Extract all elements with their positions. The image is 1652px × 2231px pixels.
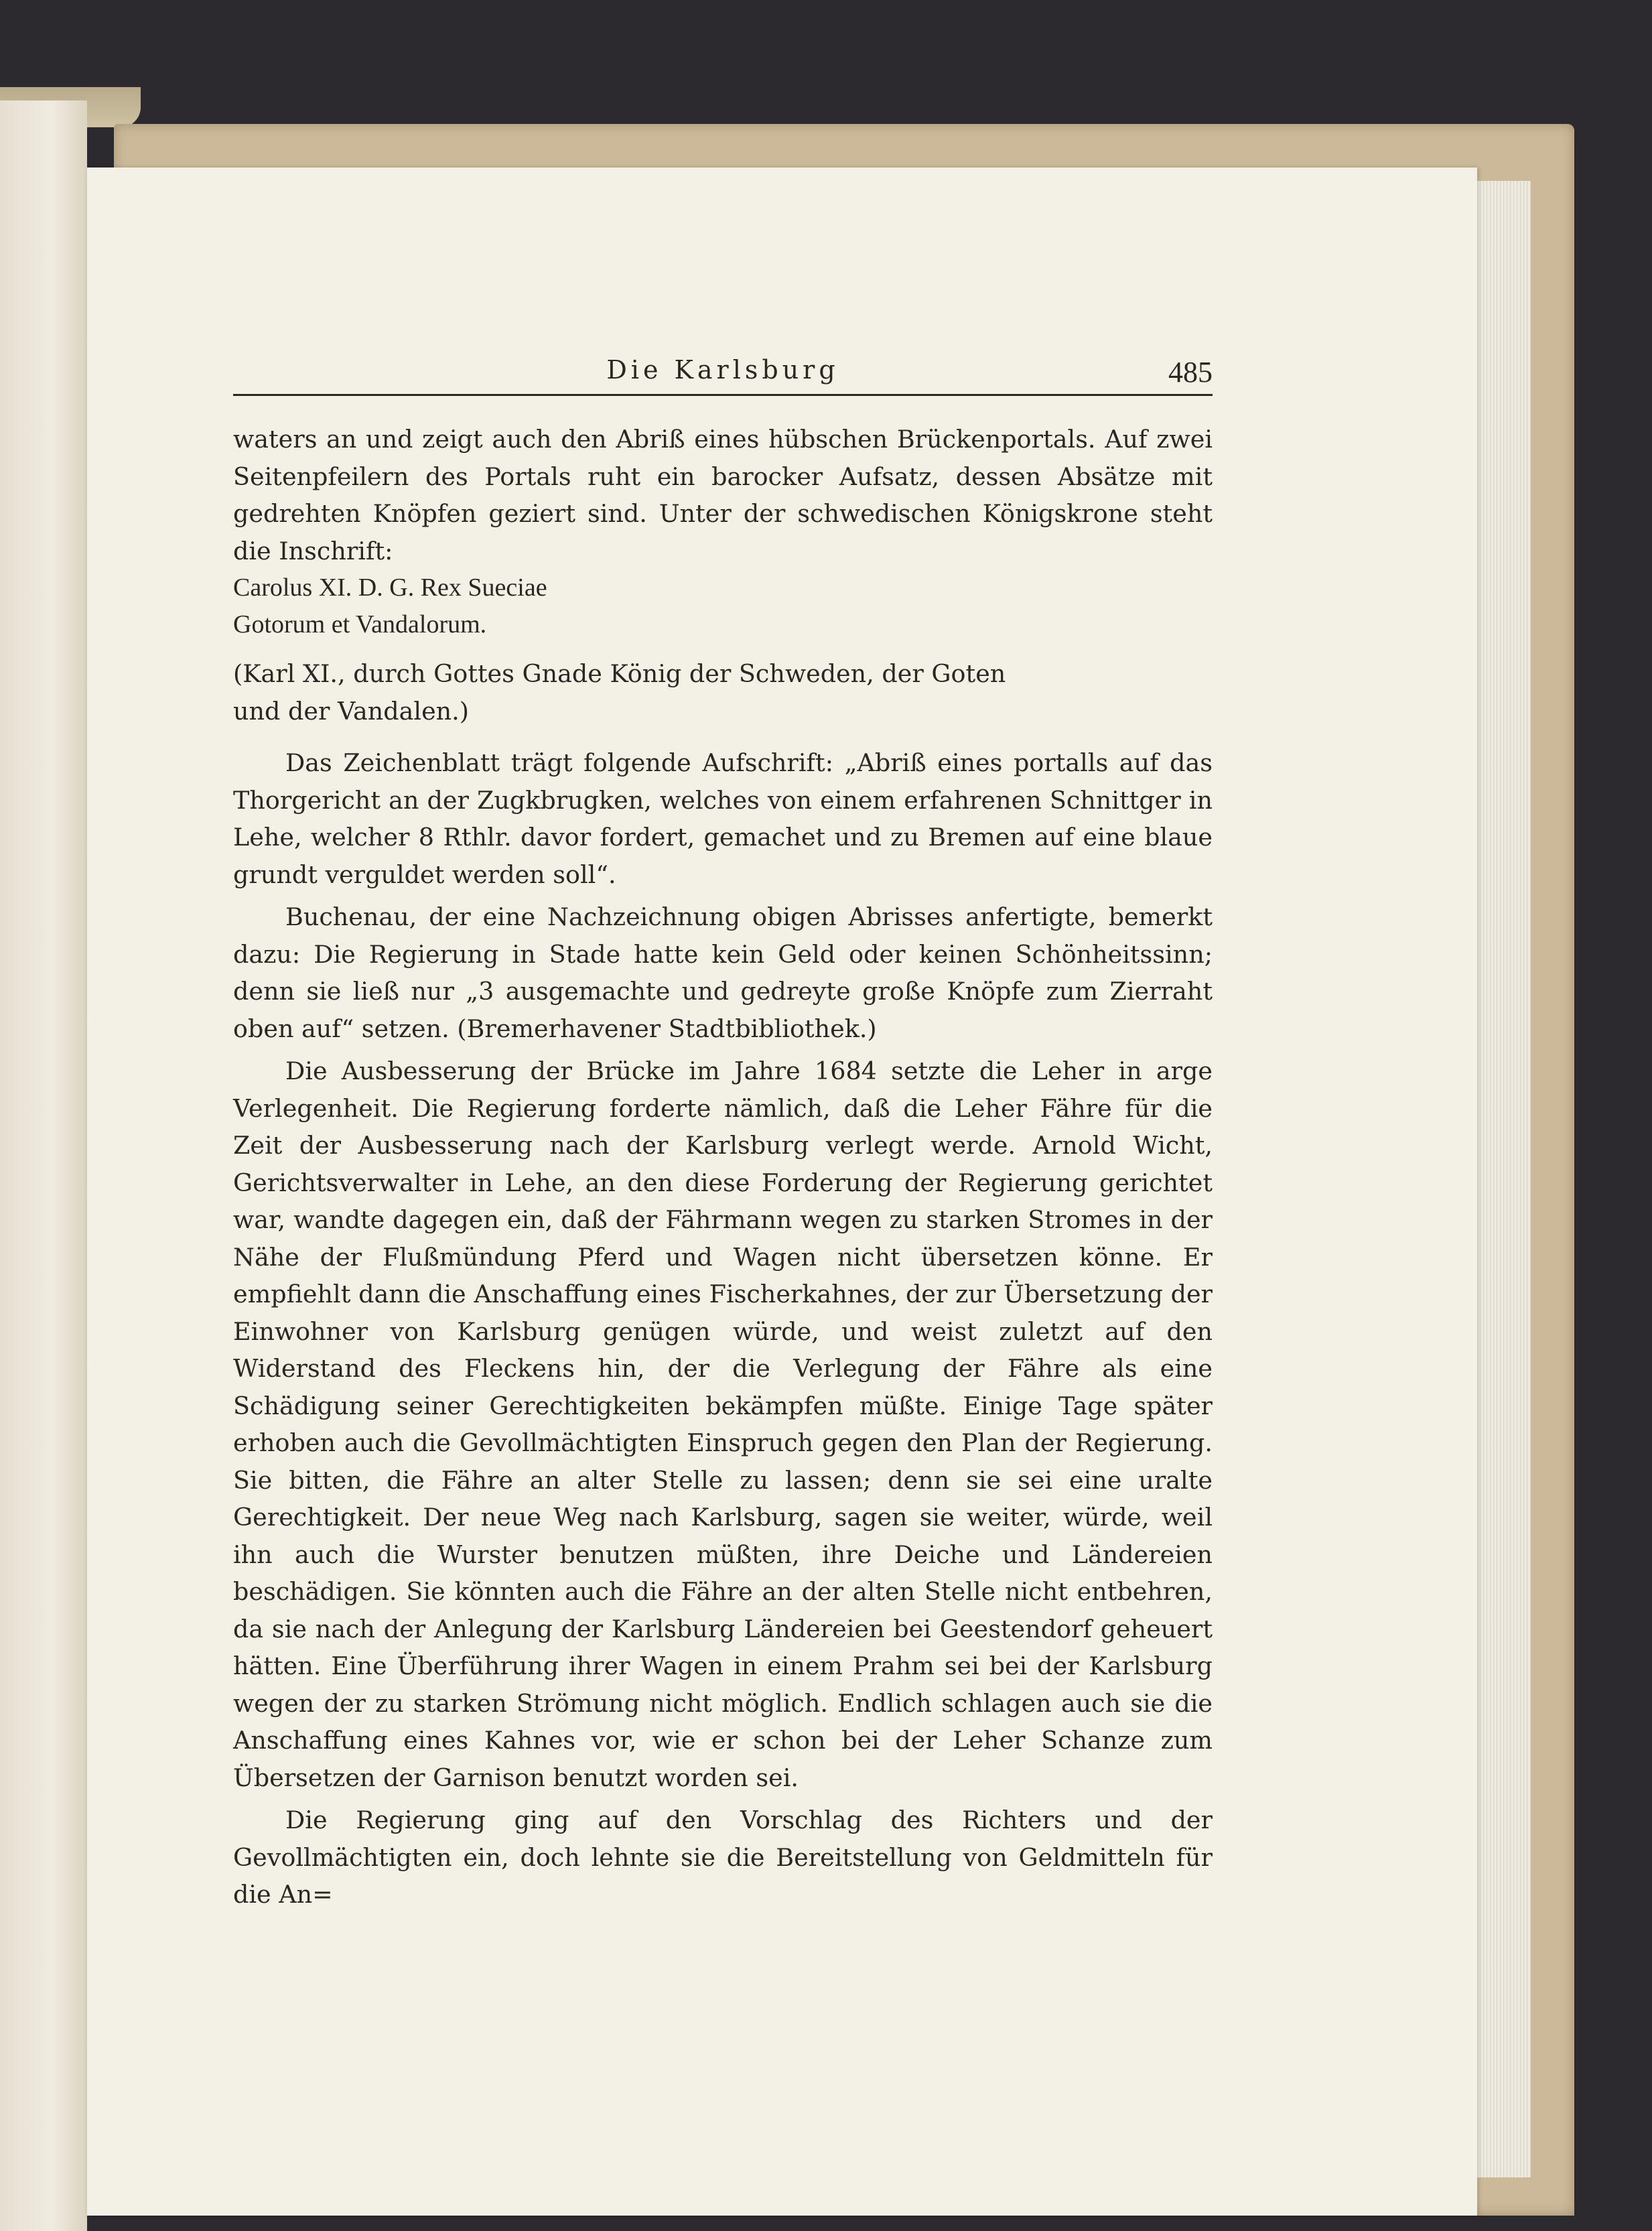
paragraph-1: waters an und zeigt auch den Abriß eines hübschen Brückenportals. Auf zwei Seitenpfeilern des Portals ruht ein barocker Aufsatz, dessen Absätze mit gedrehten Knöpfen geziert sind. Unter der schwedischen Königskrone steht die Inschrift: — [233, 425, 1213, 565]
translation-line-2: und der Vandalen.) — [233, 696, 470, 726]
header-rule — [233, 394, 1213, 396]
running-title: Die Karlsburg — [606, 355, 839, 385]
paragraph-2: Das Zeichenblatt trägt folgende Aufschrift: „Abriß eines portalls auf das Thorgericht an der Zugkbrugken, welches von einem erfahrenen Schnittger in Lehe, welcher 8 Rthlr. davor fordert, gemachet und zu Bremen auf eine blaue grundt verguldet werden soll“. — [233, 748, 1213, 889]
paragraph-3: Buchenau, der eine Nachzeichnung obigen Abrisses anfertigte, bemerkt dazu: Die Regierung in Stade hatte kein Geld oder keinen Schönheitssinn; denn sie ließ nur „3 ausgemachte und gedreyte große Knöpfe zum Zierraht oben auf“ setzen. (Bremerhavener Stadtbibliothek.) — [233, 902, 1213, 1043]
inscription-line-1: Carolus XI. D. G. Rex Sueciae — [233, 573, 547, 602]
paragraph-4: Die Ausbesserung der Brücke im Jahre 1684 setzte die Leher in arge Verlegenheit. Die Regierung forderte nämlich, daß die Leher Fähre für die Zeit der Ausbesserung nach der Karlsburg verlegt werde. Arnold Wicht, Gerichtsverwalter in Lehe, an den diese Forderung der Regierung gerichtet war, wandte dagegen ein, daß der Fährmann wegen zu starken Stromes in der Nähe der Flußmündung Pferd und Wagen nicht übersetzen könne. Er empfiehlt dann die Anschaffung eines Fischerkahnes, der zur Übersetzung der Einwohner von Karlsburg genügen würde, und weist zuletzt auf den Widerstand des Fleckens hin, der die Verlegung der Fähre als eine Schädigung seiner Gerechtigkeiten bekämpfen müßte. Einige Tage später erhoben auch die Gevollmächtigten Einspruch gegen den Plan der Regierung. Sie bitten, die Fähre an alter Stelle zu lassen; denn sie sei eine uralte Gerechtigkeit. Der neue Weg nach Karlsburg, sagen sie weiter, würde, weil ihn auch die Wurster benutzen müßten, ihre Deiche und Ländereien beschädigen. Sie könnten auch die Fähre an der alten Stelle nicht entbehren, da sie nach der Anlegung der Karlsburg Ländereien bei Geestendorf geheuert hätten. Eine Überführung ihrer Wagen in einem Prahm sei bei der Karlsburg wegen der zu starken Strömung nicht möglich. Endlich schlagen auch sie die Anschaffung eines Kahnes vor, wie er schon bei der Leher Schanze zum Übersetzen der Garnison benutzt worden sei. — [233, 1057, 1213, 1792]
left-page-edge — [0, 100, 87, 2231]
translation-line-1: (Karl XI., durch Gottes Gnade König der Schweden, der Goten — [233, 659, 1006, 688]
inscription-line-2: Gotorum et Vandalorum. — [233, 610, 487, 638]
paragraph-5: Die Regierung ging auf den Vorschlag des Richters und der Gevollmächtigten ein, doch lehnte sie die Bereitstellung von Geldmitteln für die An= — [233, 1806, 1213, 1909]
body-text — [233, 421, 1213, 1913]
inscription-translation — [233, 655, 1213, 730]
page-number: 485 — [1168, 356, 1213, 389]
running-header — [233, 355, 1213, 395]
